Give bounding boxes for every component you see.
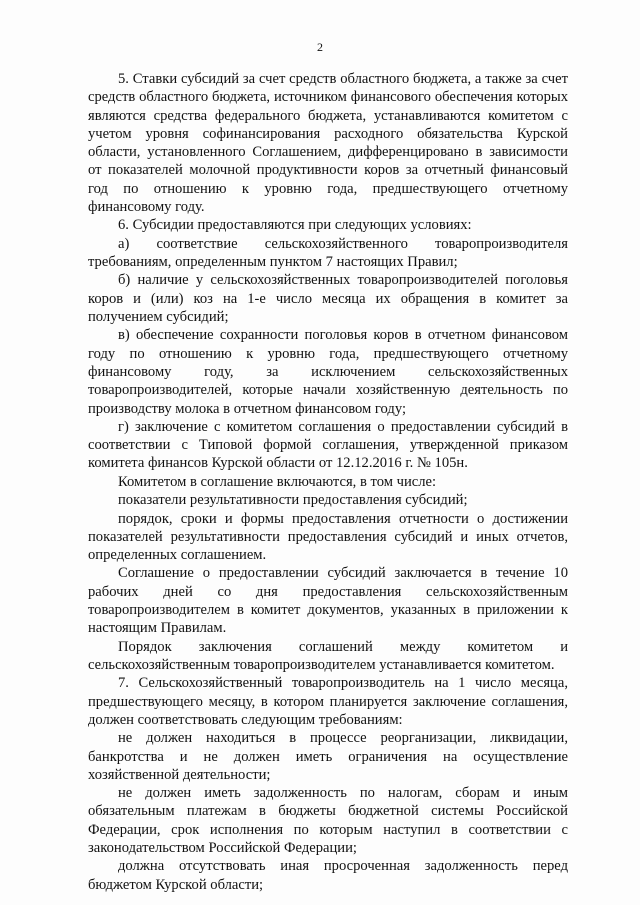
- agreement-includes: Комитетом в соглашение включаются, в том числе:: [118, 473, 437, 490]
- requirement-no-tax-debt: не должен иметь задолженность по налогам, сборам и иным обязательным платежам в бюджеты бюджетной системы Российской Федерации, срок исполнения по которым наступил в соответствии с законодательством Российской Федерации;: [88, 785, 568, 857]
- condition-b: б) наличие у сельскохозяйственных товаропроизводителей поголовья коров и (или) коз на 1-е число месяца их обращения в комитет за получением субсидий;: [88, 272, 568, 325]
- agreement-item-reporting: порядок, сроки и формы предоставления отчетности о достижении показателей результативности предоставления субсидий и иных отчетов, определенных соглашением.: [88, 510, 568, 564]
- requirement-no-overdue-debt: должна отсутствовать иная просроченная задолженность перед бюджетом Курской области;: [88, 858, 568, 893]
- agreement-item-indicators: показатели результативности предоставления субсидий;: [118, 492, 468, 509]
- paragraph-7-requirements: 7. Сельскохозяйственный товаропроизводитель на 1 число месяца, предшествующего месяцу, в котором планируется заключение соглашения, должен соответствовать следующим требованиям:: [88, 675, 568, 728]
- paragraph-6-conditions-heading: 6. Субсидии предоставляются при следующих условиях:: [118, 217, 472, 234]
- condition-a: а) соответствие сельскохозяйственного товаропроизводителя требованиям, определенным пунктом 7 настоящих Правил;: [88, 235, 568, 271]
- paragraph-5-subsidy-rates: 5. Ставки субсидий за счет средств областного бюджета, а также за счет средств областного бюджета, источником финансового обеспечения которых являются средства федерального бюджета, устанавливаются комитетом с учетом уровня софинансирования расходного обязательства Курской области, установленного Соглашением, дифференцировано в зависимости от показателей молочной продуктивности коров за отчетный финансовый год по отношению к уровню года, предшествующего отчетному финансовому году.: [88, 71, 568, 216]
- requirement-no-reorganization: не должен находиться в процессе реорганизации, ликвидации, банкротства и не должен иметь ограничения на осуществление хозяйственной деятельности;: [88, 730, 568, 783]
- condition-g: г) заключение с комитетом соглашения о предоставлении субсидий в соответствии с Типовой формой соглашения, утвержденной приказом комитета финансов Курской области от 12.12.2016 г. № 105н.: [88, 418, 568, 472]
- page-number: 2: [317, 40, 323, 54]
- condition-v: в) обеспечение сохранности поголовья коров в отчетном финансовом году по отношению к уровню года, предшествующего отчетному финансовому году, за исключением сельскохозяйственных товаропроизводителей, которые начали хозяйственную деятельность по производству молока в отчетном финансовом году;: [88, 327, 568, 417]
- document-body: [88, 70, 568, 894]
- agreement-term: Соглашение о предоставлении субсидий заключается в течение 10 рабочих дней со дня предоставления сельскохозяйственным товаропроизводителем в комитет документов, указанных в приложении к настоящим Правилам.: [88, 565, 568, 637]
- agreement-procedure: Порядок заключения соглашений между комитетом и сельскохозяйственным товаропроизводителем устанавливается комитетом.: [88, 638, 568, 673]
